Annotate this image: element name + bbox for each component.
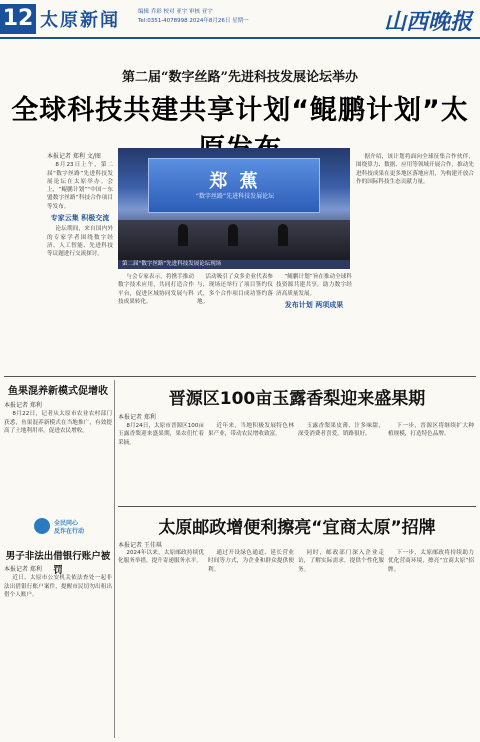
lead-paragraph-6: 据介绍，该计划将面向全球征集合作伙伴，围绕算力、数据、应用等领域开展合作，推动先进科技成果在更多地区落地应用，为构建开放合作的国际科技生态贡献力量。 [356, 154, 474, 185]
fish-story-text: 8月22日，记者从太原市农业农村部门获悉，鱼果混养新模式在当地推广，有效提高了土地利用率，促进农民增收。 [4, 411, 112, 434]
section-divider [118, 506, 476, 507]
editorial-info-line1: 编辑 乔彩 校对 亚宇 审核 亚宇 [138, 9, 213, 15]
lead-paragraph-3: 与会专家表示，将携手推动数字技术应用，共同打造合作平台，促进区域协同发展与科技成果转化。 [118, 274, 194, 305]
pear-story-headline: 晋源区100亩玉露香梨迎来盛果期 [168, 389, 426, 409]
post-story-column-2 [208, 549, 294, 575]
pear-story-column-4 [388, 422, 474, 440]
post-text-2: 通过开设绿色通道、延长营业时间等方式，为企业和群众提供便利。 [208, 550, 294, 573]
photo-caption: 第二届“数字丝路”先进科技发展论坛现场 [118, 260, 350, 269]
fish-story-byline: 本报记者 郑利 [4, 402, 42, 409]
pear-text-1: 8月24日，太原市晋源区100亩玉露香梨迎来盛果期，果农们忙着采摘。 [118, 423, 204, 446]
stage-screen-title: 郑 蕉 [209, 171, 261, 192]
newspaper-logo: 山西晚报 [383, 9, 472, 35]
lead-column-2 [118, 273, 194, 307]
editorial-info-line2: Tel:0351-4078998 2024年8月26日 星期一 [138, 18, 249, 24]
pear-text-3: 玉露香梨果皮薄、汁多味甜，深受消费者喜爱，销路很好。 [298, 423, 384, 438]
column-divider [114, 380, 115, 738]
pear-story-column-2 [208, 422, 294, 440]
stage-screen-subtitle: “数字丝路”先进科技发展论坛 [195, 193, 275, 200]
section-divider [4, 376, 476, 377]
section-name: 太原新闻 [40, 10, 120, 31]
lead-subhead-1: 专家云集 积极交流 [50, 214, 110, 223]
page-number: 12 [0, 4, 36, 34]
anti-fraud-badge-text [54, 520, 84, 536]
lead-paragraph-4: 活动吸引了众多企业代表参与，现场还举行了项目签约仪式，多个合作项目成功签约落地。 [197, 274, 273, 305]
lead-paragraph-5: “鲲鹏计划”旨在推动全球科技资源共建共享，助力数字经济高质量发展。 [276, 274, 352, 297]
pear-story-column-3 [298, 422, 384, 440]
lead-subhead-2: 发布计划 两项成果 [284, 300, 344, 309]
pear-story-column-1 [118, 422, 204, 448]
lead-paragraph-2: 论坛期间，来自国内外的专家学者围绕数字经济、人工智能、先进科技等议题进行交流探讨。 [47, 226, 113, 258]
bank-story-body [4, 566, 112, 600]
person-silhouette [228, 224, 238, 246]
badge-line-1: 全民同心 [54, 520, 79, 527]
bank-story-text: 近日，太原市公安机关依法查处一起非法出借银行账户案件，提醒市民切勿出租出借个人账户。 [4, 575, 112, 598]
post-story-column-1 [118, 549, 204, 567]
pear-text-2: 近年来，当地积极发展特色林果产业，带动农民增收致富。 [208, 423, 294, 438]
fish-story-headline: 鱼果混养新模式促增收 [8, 386, 108, 397]
lead-column-5 [356, 153, 474, 187]
lead-byline: 本报记者 郑利 文/图 [47, 153, 101, 160]
post-story-column-4 [388, 549, 474, 575]
post-story-byline: 本报记者 王佳琪 [118, 542, 162, 549]
page-header [0, 0, 480, 38]
person-silhouette [278, 224, 288, 246]
pear-text-4: 下一步，晋源区将继续扩大种植规模，打造特色品牌。 [388, 423, 474, 438]
stage-screen [148, 158, 320, 213]
lead-paragraph-1: 8月23日上午，第二届“数字丝路”先进科技发展论坛在太原举办。会上，“鲲鹏计划”“中国－东盟数字丝路”科技合作项目等发布。 [47, 162, 113, 210]
lead-column-1 [47, 153, 113, 260]
post-text-1: 2024年以来，太原邮政持续优化服务举措，提升寄递服务水平。 [118, 550, 204, 565]
fish-story-body [4, 402, 112, 436]
lead-headline: 全球科技共建共享计划“鲲鹏计划”太 [11, 95, 469, 126]
lead-photo [118, 148, 350, 260]
post-text-4: 下一步，太原邮政将持续助力优化营商环境，擦亮“宜商太原”招牌。 [388, 550, 474, 573]
bank-story-byline: 本报记者 郑利 [4, 566, 42, 573]
lead-column-4 [276, 273, 352, 312]
header-rule [0, 37, 480, 39]
bank-story-headline: 男子非法出借银行账户被罚 [5, 551, 111, 576]
lead-kicker: 第二届“数字丝路”先进科技发展论坛举办 [122, 70, 358, 85]
badge-line-2: 反诈在行动 [54, 528, 85, 535]
shield-icon [34, 518, 50, 534]
post-story-column-3 [298, 549, 384, 575]
anti-fraud-badge [4, 518, 112, 542]
pear-story-byline: 本报记者 郑利 [118, 414, 156, 421]
post-story-headline: 太原邮政增便利擦亮“宜商太原”招牌 [158, 518, 436, 538]
person-silhouette [178, 224, 188, 246]
lead-column-3 [197, 273, 273, 307]
editorial-info [138, 8, 378, 30]
post-text-3: 同时，邮政部门深入企业走访，了解实际需求，提供个性化服务。 [298, 550, 384, 573]
